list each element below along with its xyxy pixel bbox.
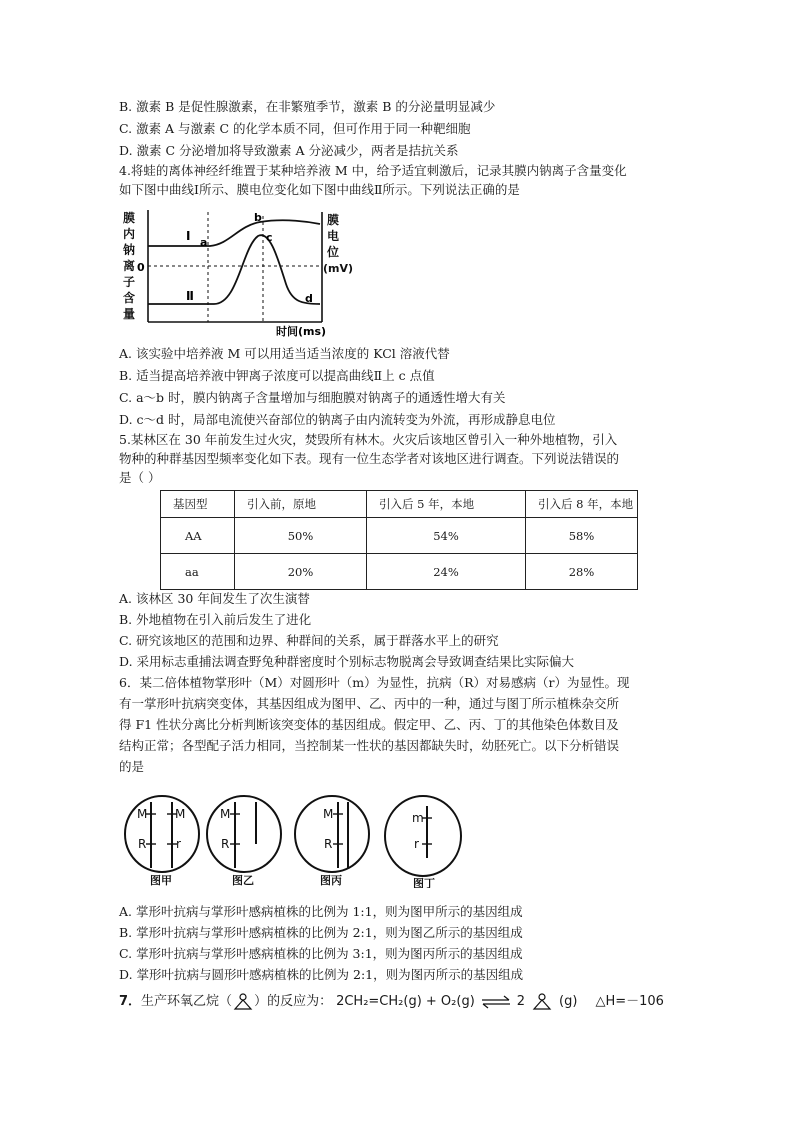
q4-option-c: C. a～b 时，膜内钠离子含量增加与细胞膜对钠离子的通透性增大有关 — [119, 390, 506, 405]
curve-i — [148, 220, 320, 246]
q4-option-d: D. c～d 时，局部电流使兴奋部位的钠离子由内流转变为外流，再形成静息电位 — [119, 412, 556, 427]
q6-stem-line3: 得 F1 性状分离比分析判断该突变体的基因组成。假定甲、乙、丙、丁的其他染色体数目及 — [119, 717, 619, 732]
gene-label: R — [221, 837, 230, 851]
q4-option-b: B. 适当提高培养液中钾离子浓度可以提高曲线Ⅱ上 c 点值 — [119, 368, 435, 383]
gene-label: r — [414, 837, 419, 851]
q5-stem-line3: 是（ ） — [119, 470, 161, 485]
q4-option-a: A. 该实验中培养液 M 可以用适当适当浓度的 KCl 溶液代替 — [119, 346, 450, 361]
right-label-char: 膜 — [327, 213, 340, 227]
q5-option-a: A. 该林区 30 年间发生了次生演替 — [119, 591, 310, 606]
left-label-char: 子 — [123, 275, 136, 289]
q7-number: 7． — [119, 994, 142, 1009]
table-cell: aa — [161, 554, 235, 590]
q6-option-d: D. 掌形叶抗病与圆形叶感病植株的比例为 2:1，则为图丙所示的基因组成 — [119, 967, 524, 982]
cell-yi — [207, 796, 281, 872]
q7-eq-left: 2CH₂=CH₂(g) + O₂(g) — [336, 994, 475, 1009]
left-label-char: 膜 — [123, 211, 136, 225]
table-cell: 20% — [235, 554, 367, 590]
q6-option-b: B. 掌形叶抗病与掌形叶感病植株的比例为 2:1，则为图乙所示的基因组成 — [119, 925, 523, 940]
q6-stem-line5: 的是 — [119, 759, 145, 774]
gene-label: R — [138, 837, 147, 851]
epoxide-icon — [531, 993, 553, 1011]
q4-stem-line2: 如下图中曲线Ⅰ所示、膜电位变化如下图中曲线Ⅱ所示。下列说法正确的是 — [119, 182, 520, 197]
left-label-char: 含 — [123, 291, 136, 305]
table-row — [161, 554, 638, 590]
q6-stem-line4: 结构正常；各型配子活力相同，当控制某一性状的基因都缺失时，幼胚死亡。以下分析错误 — [119, 738, 620, 753]
table-cell: 28% — [526, 554, 638, 590]
caption-jia: 图甲 — [150, 874, 172, 887]
point-d-label: d — [305, 292, 313, 305]
caption-bing: 图丙 — [320, 874, 342, 887]
gene-label: M — [220, 807, 231, 821]
cell-ding — [385, 796, 461, 876]
x-axis-label: 时间(ms) — [276, 325, 327, 338]
table-header-row — [161, 491, 638, 518]
point-b-label: b — [254, 211, 262, 224]
chromosome-figures — [120, 788, 470, 888]
q7-eq-right: (g) — [559, 994, 578, 1009]
table-header-cell: 基因型 — [161, 491, 235, 518]
right-label-char: 电 — [327, 229, 340, 243]
option-b-prev: B. 激素 B 是促性腺激素，在非繁殖季节，激素 B 的分泌量明显减少 — [119, 99, 496, 114]
table-header-cell: 引入后 5 年，本地 — [367, 491, 526, 518]
caption-ding: 图丁 — [413, 877, 435, 888]
point-a-label: a — [200, 236, 208, 249]
q7-line — [119, 993, 664, 1011]
gene-label: M — [137, 807, 148, 821]
q6-stem-line1: 6．某二倍体植物掌形叶（M）对圆形叶（m）为显性，抗病（R）对易感病（r）为显性。现 — [119, 675, 630, 690]
genotype-table — [160, 490, 638, 590]
q5-stem-line1: 5.某林区在 30 年前发生过火灾，焚毁所有林木。火灾后该地区曾引入一种外地植物，引入 — [119, 432, 618, 447]
right-label-char: 位 — [327, 245, 340, 259]
left-label-char: 钠 — [123, 243, 136, 257]
equilibrium-arrow-icon — [479, 995, 513, 1009]
q5-stem-line2: 物种的种群基因型频率变化如下表。现有一位生态学者对该地区进行调查。下列说法错误的 — [119, 451, 620, 466]
q6-option-a: A. 掌形叶抗病与掌形叶感病植株的比例为 1:1，则为图甲所示的基因组成 — [119, 904, 523, 919]
point-c-label: c — [266, 231, 273, 244]
table-cell: AA — [161, 518, 235, 554]
q4-stem-line1: 4.将蛙的离体神经纤维置于某种培养液 M 中，给予适宜刺激后，记录其膜内钠离子含量变化 — [119, 163, 627, 178]
q5-option-c: C. 研究该地区的范围和边界、种群间的关系，属于群落水平上的研究 — [119, 633, 499, 648]
left-label-char: 离 — [123, 259, 136, 273]
q7-text2: ）的反应为： — [254, 994, 333, 1009]
table-row — [161, 518, 638, 554]
gene-label: M — [175, 807, 186, 821]
table-cell: 54% — [367, 518, 526, 554]
table-header-cell: 引入前，原地 — [235, 491, 367, 518]
option-c-prev: C. 激素 A 与激素 C 的化学本质不同，但可作用于同一种靶细胞 — [119, 121, 471, 136]
gene-label: M — [323, 807, 334, 821]
epoxide-icon — [232, 993, 254, 1011]
curve-ii-label: Ⅱ — [186, 289, 194, 303]
zero-label: 0 — [137, 261, 145, 274]
left-label-char: 量 — [123, 307, 136, 321]
table-cell: 58% — [526, 518, 638, 554]
q7-delta-h: △H=－106 — [595, 994, 664, 1009]
q7-eq-mid: 2 — [516, 994, 526, 1009]
gene-label: r — [176, 837, 181, 851]
gene-label: R — [324, 837, 333, 851]
caption-yi: 图乙 — [232, 874, 254, 887]
table-cell: 50% — [235, 518, 367, 554]
q5-option-d: D. 采用标志重捕法调查野兔种群密度时个别标志物脱离会导致调查结果比实际偏大 — [119, 654, 575, 669]
table-cell: 24% — [367, 554, 526, 590]
right-label-unit: (mV) — [323, 262, 354, 275]
curve-i-label: Ⅰ — [186, 229, 191, 243]
q6-stem-line2: 有一掌形叶抗病突变体，其基因组成为图甲、乙、丙中的一种，通过与图丁所示植株杂交所 — [119, 696, 620, 711]
q4-membrane-graph — [120, 204, 360, 338]
left-label-char: 内 — [123, 227, 136, 241]
gene-label: m — [412, 811, 424, 825]
table-header-cell: 引入后 8 年，本地 — [526, 491, 638, 518]
option-d-prev: D. 激素 C 分泌增加将导致激素 A 分泌减少，两者是拮抗关系 — [119, 143, 459, 158]
q5-option-b: B. 外地植物在引入前后发生了进化 — [119, 612, 312, 627]
q6-option-c: C. 掌形叶抗病与掌形叶感病植株的比例为 3:1，则为图丙所示的基因组成 — [119, 946, 523, 961]
q7-text1: 生产环氧乙烷（ — [141, 994, 233, 1009]
